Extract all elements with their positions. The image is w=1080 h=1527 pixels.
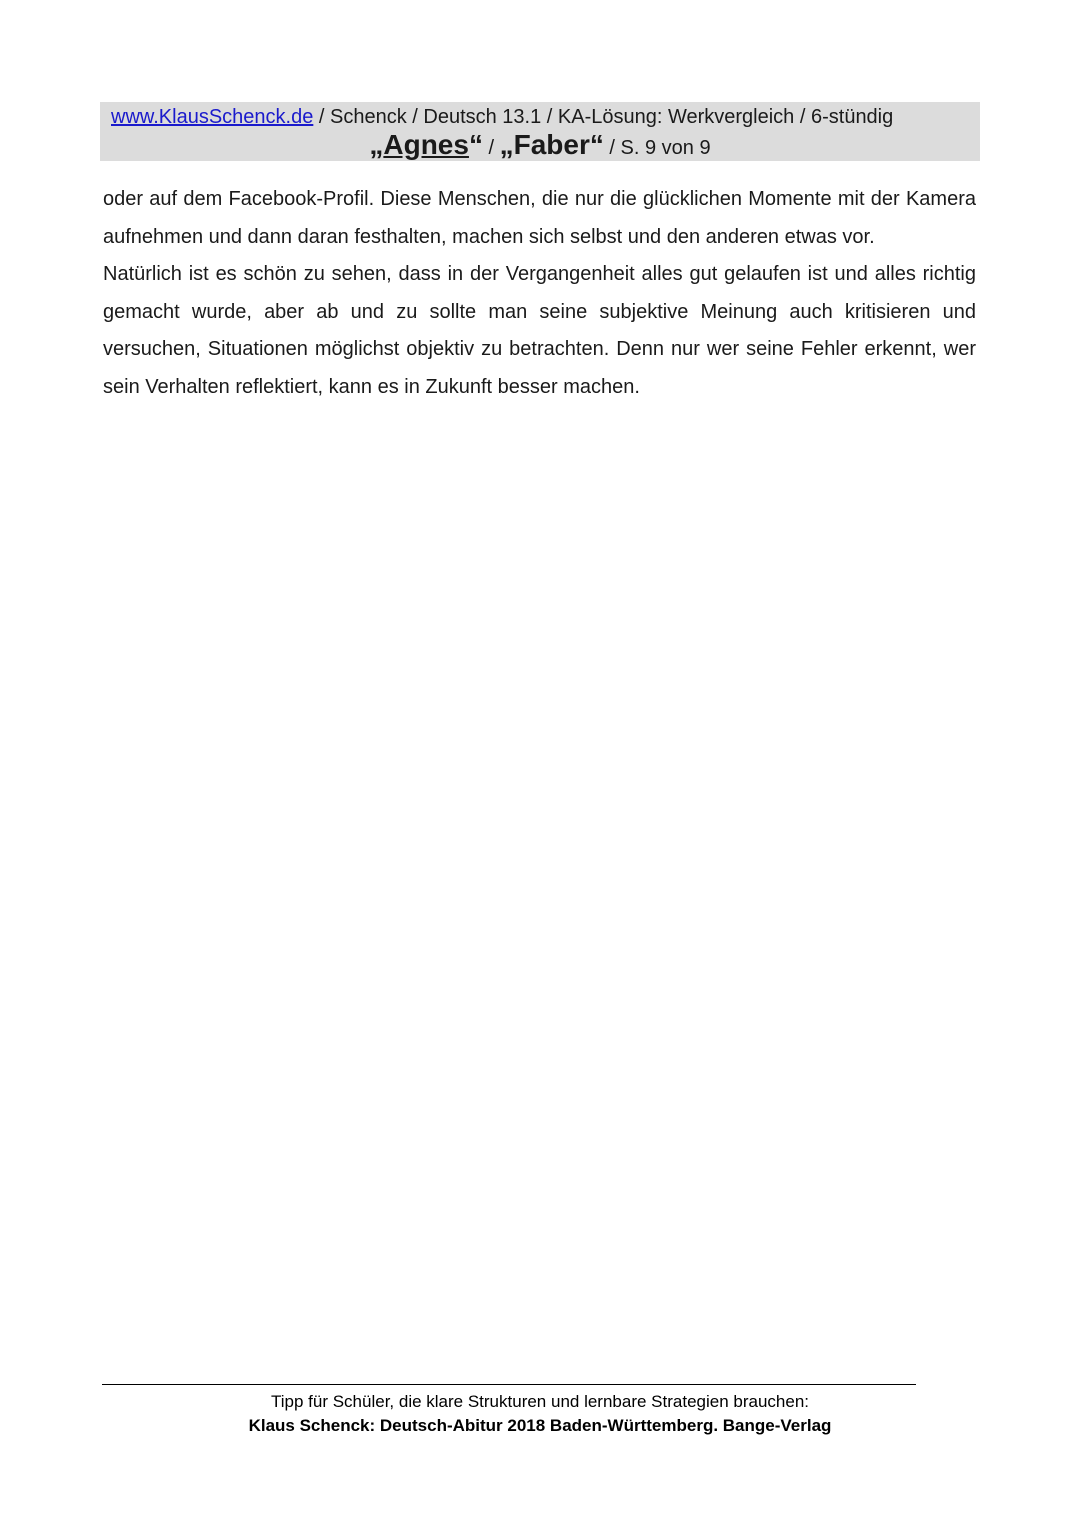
title-open-quote: „ (369, 129, 384, 160)
page-number: / S. 9 von 9 (603, 137, 711, 159)
footer-book-reference: Klaus Schenck: Deutsch-Abitur 2018 Baden-Württemberg. Bange-Verlag (248, 1416, 832, 1435)
title-separator: / (482, 137, 500, 159)
title-close-quote: “ (468, 129, 483, 160)
title-agnes: Agnes (383, 129, 469, 160)
footer-tip: Tipp für Schüler, die klare Strukturen und lernbare Strategien brauchen: (270, 1392, 809, 1411)
body-paragraph: Natürlich ist es schön zu sehen, dass in der Vergangenheit alles gut gelaufen ist und alles richtig gemacht wurde, aber ab und zu sollte man seine subjektive Meinung auch kritisieren und versuchen, Situationen möglichst objektiv zu betrachten. Denn nur wer seine Fehler erkennt, wer sein Verhalten reflektiert, kann es in Zukunft besser machen. (103, 263, 976, 398)
header-title-line (0, 128, 1080, 165)
header-breadcrumb (111, 103, 893, 131)
title-faber: „Faber“ (499, 129, 604, 160)
website-link[interactable]: www.KlausSchenck.de (111, 106, 314, 128)
header-course-info: / Schenck / Deutsch 13.1 / KA-Lösung: Werkvergleich / 6-stündig (313, 106, 894, 128)
body-paragraph: oder auf dem Facebook-Profil. Diese Menschen, die nur die glücklichen Momente mit der Kamera aufnehmen und dann daran festhalten, machen sich selbst und den anderen etwas vor. (103, 188, 976, 248)
body-text (103, 181, 976, 406)
footer-divider (102, 1384, 916, 1385)
